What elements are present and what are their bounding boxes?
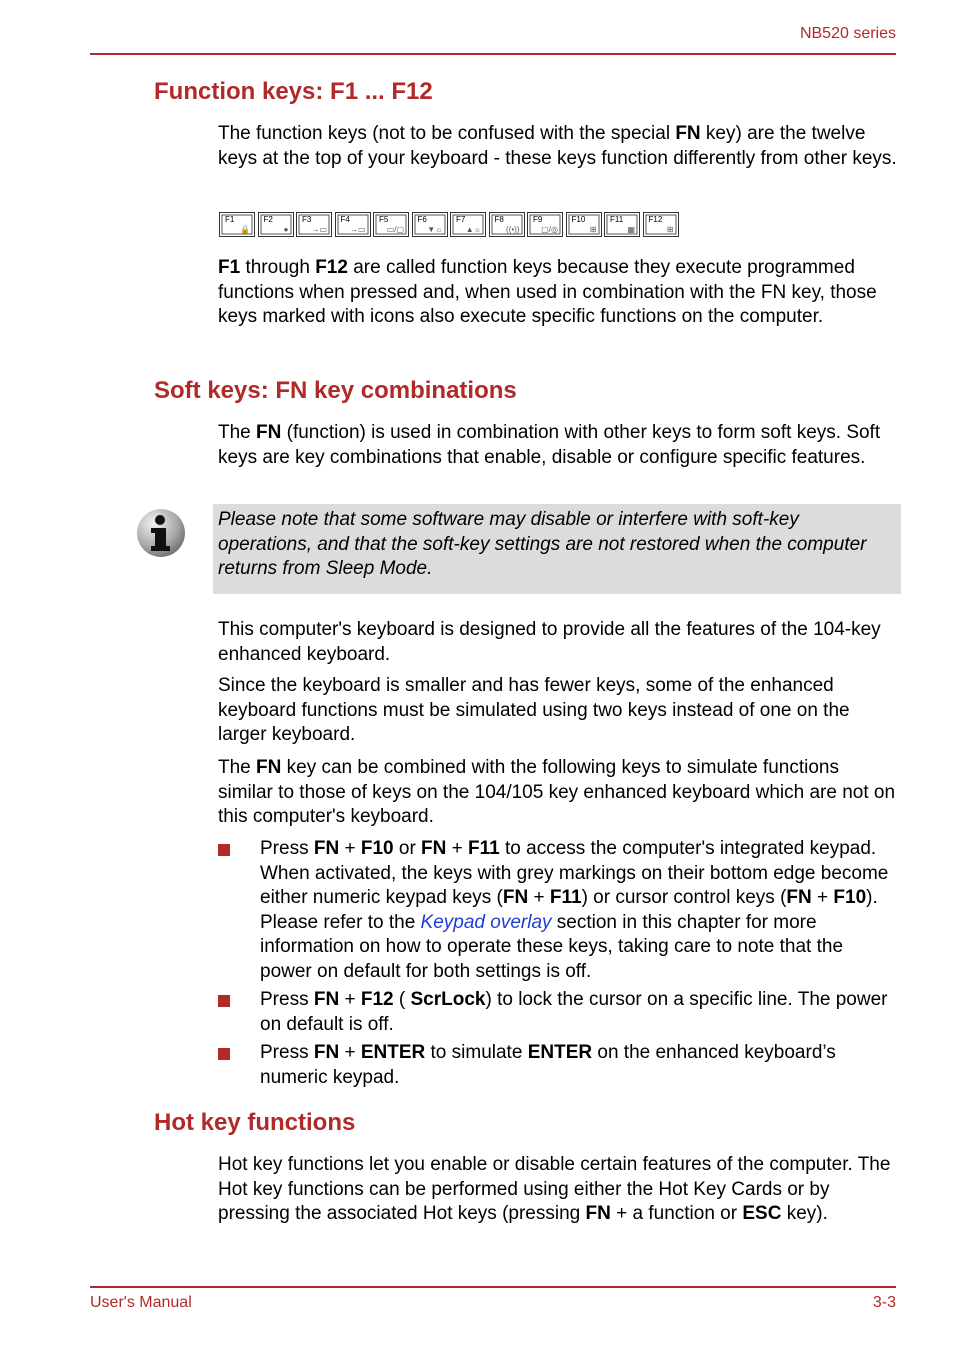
function-key-f1 (219, 212, 255, 237)
section-title-soft-keys: Soft keys: FN key combinations (154, 377, 517, 404)
info-icon (136, 508, 186, 558)
function-key-label: F12 (648, 215, 663, 224)
bullet-square (218, 844, 230, 856)
function-key-label: F4 (340, 215, 350, 224)
paragraph-keyboard-design: This computer's keyboard is designed to provide all the features of the 104-key enhanced keyboard. (218, 619, 881, 665)
bullet-square (218, 1048, 230, 1060)
function-key-label: F3 (302, 215, 312, 224)
function-key-label: F11 (610, 215, 624, 224)
paragraph-function-keys-intro: The function keys (not to be confused with the special FN key) are the twelve keys at the top of your keyboard - these keys function differently from other keys. (218, 123, 897, 169)
bullet-square (218, 995, 230, 1007)
fn-combination-list (218, 837, 898, 1090)
function-key-icon: ▼☼ (427, 225, 443, 234)
function-key-label: F8 (494, 215, 504, 224)
footer-rule (90, 1286, 896, 1288)
function-key-label: F5 (379, 215, 389, 224)
footer-page-number: 3-3 (872, 1294, 896, 1311)
note-box (213, 504, 901, 594)
paragraph-smaller-keyboard: Since the keyboard is smaller and has fewer keys, some of the enhanced keyboard functions must be simulated using two keys instead of one on the larger keyboard. (218, 675, 850, 745)
function-key-f3 (296, 212, 332, 237)
list-item: Press FN + F10 or FN + F11 to access the computer's integrated keypad. When activated, the keys with grey markings on their bottom edge become either numeric keypad keys (FN + F11) or cursor control keys (FN + F10). Please refer to the Keypad overlay section in this chapter for more information on how to operate these keys, taking care to note that the power on default for both settings is off. (218, 837, 898, 984)
function-key-f9 (527, 212, 563, 237)
function-key-f7 (450, 212, 486, 237)
function-key-icon: ▦ (627, 225, 635, 234)
paragraph-soft-keys-intro: The FN (function) is used in combination with other keys to form soft keys. Soft keys are key combinations that enable, disable or configure specific features. (218, 422, 881, 468)
function-key-label: F9 (533, 215, 543, 224)
section-title-function-keys: Function keys: F1 ... F12 (154, 78, 433, 105)
function-key-icon: ● (283, 225, 289, 234)
function-key-icon: ▲☼ (465, 225, 481, 234)
function-key-f8 (489, 212, 525, 237)
function-key-label: F6 (417, 215, 427, 224)
function-key-label: F10 (571, 215, 586, 224)
paragraph-hot-keys: Hot key functions let you enable or disable certain features of the computer. The Hot key functions can be performed using either the Hot Key Cards or by pressing the associated Hot keys (pressing FN + a function or ESC key). (218, 1154, 891, 1224)
function-key-icon: ▭/▢ (386, 225, 404, 234)
function-key-strip (219, 212, 679, 237)
note-text: Please note that some software may disable or interfere with soft-key operations, and that the soft-key settings are not restored when the computer returns from Sleep Mode. (218, 509, 867, 579)
function-key-icon: →▭ (311, 225, 327, 234)
header-series: NB520 series (799, 25, 896, 42)
function-key-f2 (258, 212, 294, 237)
function-key-icon: ▢/◎ (541, 225, 558, 234)
function-key-f11 (604, 212, 640, 237)
function-key-f5 (373, 212, 409, 237)
function-key-label: F2 (263, 215, 273, 224)
paragraph-function-keys-desc: F1 through F12 are called function keys because they execute programmed functions when pressed and, when used in combination with the FN key, those keys marked with icons also execute specific functions on the computer. (218, 257, 877, 327)
function-key-f4 (335, 212, 371, 237)
section-title-hot-keys: Hot key functions (154, 1109, 356, 1136)
list-item: Press FN + F12 ( ScrLock) to lock the cursor on a specific line. The power on default is off. (218, 988, 898, 1037)
function-key-icon: →▭ (349, 225, 366, 234)
function-key-f6 (412, 212, 448, 237)
function-key-icon: ⊞ (589, 225, 597, 234)
keypad-overlay-link[interactable]: Keypad overlay (420, 911, 552, 933)
function-key-icon: ⊞ (666, 225, 674, 234)
function-key-icon: ((•)) (506, 225, 520, 234)
function-key-f10 (566, 212, 602, 237)
header-rule (90, 53, 896, 55)
function-key-label: F7 (456, 215, 466, 224)
footer-manual-title: User's Manual (90, 1294, 192, 1311)
function-key-icon: 🔒 (240, 225, 250, 234)
list-item: Press FN + ENTER to simulate ENTER on the enhanced keyboard’s numeric keypad. (218, 1041, 898, 1090)
function-key-label: F1 (225, 215, 235, 224)
function-key-f12 (643, 212, 679, 237)
paragraph-fn-combined: The FN key can be combined with the following keys to simulate functions similar to those of keys on the 104/105 key enhanced keyboard which are not on this computer's keyboard. (218, 757, 896, 827)
